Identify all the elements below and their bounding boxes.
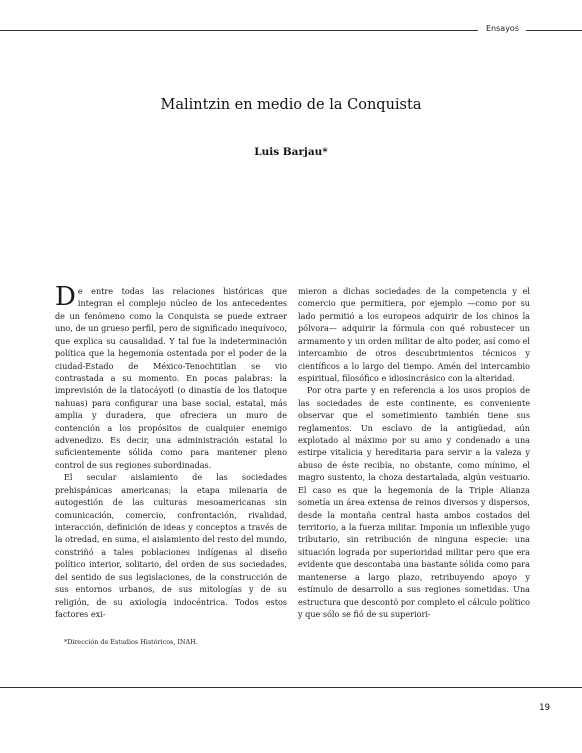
paragraph-2: El secular aislamiento de las sociedades prehispánicas americanas; la etapa milenaria de autogestión de las culturas mesoamericanas sin comunicación, comercio, confrontación, rivalidad, interacción, definición de ideas y conceptos a través de la otredad, en suma, el aislamiento del resto del mundo, constriñó a tales poblaciones indígenas al diseño político interior, solitario, del orden de sus sociedades, del sentido de sus legislaciones, de la construcción de sus entornos urbanos, de sus mitologías y de su religión, de su axiología indocéntrica. Todos estos factores exi-	[55, 472, 287, 619]
header-rule-right	[526, 30, 582, 31]
paragraph-1	[55, 282, 287, 471]
paragraph-3: Por otra parte y en referencia a los usos propios de las sociedades de este continente, es conveniente observar que el sometimiento también tiene sus reglamentos. Un esclavo de la antigüedad, aún explotado al máximo por su amo y condenado a una estirpe vitalicia y hereditaria para servir a la valeza y abuso de éste recibía, no obstante, como mínimo, el magro sustento, la choza destartalada, algún vestuario. El caso es que la hegemonía de la Triple Alianza sometía un área extensa de reinos diversos y dispersos, desde la montaña central hasta ambos costados del territorio, a la fuerza militar. Imponía un inflexible yugo tributario, sin retribución de ninguna especie: una situación lograda por superioridad militar pero que era evidente que descontaba una bastante sólida como para mantenerse a largo plazo, retribuyendo apoyo y estímulo de desarrollo a sus regiones sometidas. Una estructura que descontó por completo el cálculo político y que sólo se fió de su superiori-	[298, 385, 530, 619]
article-title: Malintzin en medio de la Conquista	[160, 97, 422, 113]
footer-rule	[0, 687, 582, 688]
paragraph-1-text: e entre todas las relaciones históricas que integran el complejo núcleo de los antecedentes de un fenómeno como la Conquista se puede extraer uno, de un grueso perfil, pero de significado inequívoco, que explica su causalidad. Y tal fue la indeterminación política que la hegemonía ostentada por el poder de la ciudad-Estado de México-Tenochtitlan se vio contrastada a su momento. En pocas palabras: la imprevisión de la tlatocáyotl (o dinastía de los tlatoque nahuas) para configurar una base social, estatal, más amplia y duradera, que ofreciera un muro de contención a los propósitos de cualquier enemigo advenedizo. Es decir, una administración estatal lo suficientemente sólida como para mantener pleno control de sus regiones subordinadas.	[55, 286, 287, 470]
author-name: Luis Barjau*	[254, 146, 328, 158]
right-column	[298, 285, 530, 620]
paragraph-2-continued: mieron a dichas sociedades de la competencia y el comercio que permitiera, por ejemplo —como por su lado permitió a los europeos adquirir de los chinos la pólvora— adquirir la fórmula con qué robustecer un armamento y un orden militar de alto poder, así como el intercambio de otros descubrimientos técnicos y científicos a lo largo del tiempo. Amén del intercambio espiritual, filosófico e idiosincrásico con la alteridad.	[298, 286, 530, 383]
section-label: Ensayos	[486, 24, 519, 33]
left-column	[55, 282, 287, 620]
footnote: *Dirección de Estudios Históricos, INAH.	[64, 638, 198, 646]
drop-cap: D	[55, 282, 76, 312]
page-number: 19	[539, 703, 550, 713]
header-rule	[0, 30, 478, 31]
